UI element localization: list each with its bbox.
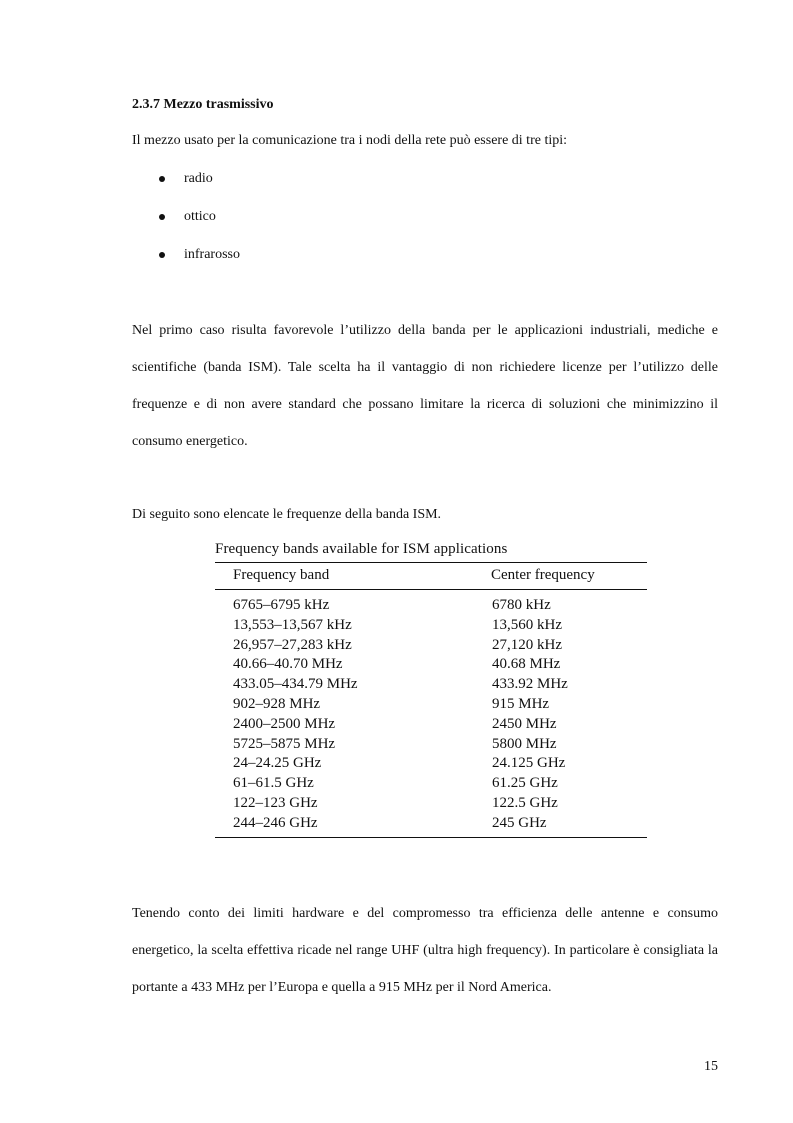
- column-header-frequency-band: Frequency band: [215, 563, 491, 590]
- cell-center-frequency: 61.25 GHz: [492, 775, 558, 792]
- column-header-center-frequency: Center frequency: [491, 563, 647, 590]
- cell-center-frequency: 122.5 GHz: [492, 794, 558, 811]
- cell-frequency-band: 24–24.25 GHz: [233, 755, 322, 772]
- cell-center-frequency: 40.68 MHz: [492, 656, 561, 673]
- cell-center-frequency: 2450 MHz: [492, 715, 557, 732]
- page-number: 15: [704, 1059, 718, 1074]
- table-row: [215, 814, 647, 837]
- cell-frequency-band: 26,957–27,283 kHz: [233, 636, 352, 653]
- table-row: [215, 675, 647, 695]
- body-paragraph-ism: Nel primo caso risulta favorevole l’utilizzo della banda per le applicazioni industriali, mediche e scientifiche (banda ISM). Tale scelta ha il vantaggio di non richiedere licenze per l’utilizzo delle frequenze e di non avere standard che possano limitare la ricerca di soluzioni che minimizzino il consumo energetico.: [132, 323, 718, 449]
- table-body: [215, 590, 647, 838]
- bullet-icon: [159, 176, 165, 182]
- cell-frequency-band: 433.05–434.79 MHz: [233, 676, 358, 693]
- table-title: Frequency bands available for ISM applications: [215, 541, 508, 557]
- cell-frequency-band: 61–61.5 GHz: [233, 775, 314, 792]
- table-row: [215, 695, 647, 715]
- table-row: [215, 636, 647, 656]
- list-item: [132, 207, 240, 245]
- ism-frequency-table: [215, 539, 647, 838]
- body-paragraph-list-intro: Di seguito sono elencate le frequenze della banda ISM.: [132, 507, 442, 522]
- intro-paragraph: Il mezzo usato per la comunicazione tra i nodi della rete può essere di tre tipi:: [132, 133, 567, 148]
- cell-frequency-band: 5725–5875 MHz: [233, 735, 336, 752]
- cell-frequency-band: 244–246 GHz: [215, 814, 491, 837]
- cell-frequency-band: 2400–2500 MHz: [233, 715, 336, 732]
- list-item-label: ottico: [184, 209, 216, 224]
- list-item: [132, 245, 240, 283]
- table-row: [215, 754, 647, 774]
- cell-frequency-band: 13,553–13,567 kHz: [233, 616, 352, 633]
- cell-frequency-band: 122–123 GHz: [233, 794, 318, 811]
- frequency-table: [215, 562, 647, 838]
- cell-center-frequency: 245 GHz: [491, 814, 647, 837]
- cell-frequency-band: 40.66–40.70 MHz: [233, 656, 343, 673]
- cell-center-frequency: 915 MHz: [492, 695, 550, 712]
- cell-center-frequency: 6780 kHz: [492, 597, 551, 613]
- section-heading: 2.3.7 Mezzo trasmissivo: [132, 97, 274, 112]
- body-paragraph-uhf: Tenendo conto dei limiti hardware e del compromesso tra efficienza delle antenne e consumo energetico, la scelta effettiva ricade nel range UHF (ultra high frequency). In particolare è consigliata la portante a 433 MHz per l’Europa e quella a 915 MHz per il Nord America.: [132, 906, 718, 995]
- list-item: [132, 169, 240, 207]
- list-item-label: radio: [184, 171, 213, 186]
- table-row: [215, 655, 647, 675]
- table-row: [215, 794, 647, 814]
- table-row: [215, 616, 647, 636]
- cell-center-frequency: 24.125 GHz: [492, 755, 566, 772]
- table-header-row: [215, 563, 647, 590]
- bullet-icon: [159, 214, 165, 220]
- table-row: [215, 774, 647, 794]
- cell-center-frequency: 13,560 kHz: [492, 616, 562, 633]
- cell-center-frequency: 5800 MHz: [492, 735, 557, 752]
- table-row: [215, 715, 647, 735]
- bullet-list: [132, 169, 240, 283]
- cell-frequency-band: 6765–6795 kHz: [233, 597, 330, 613]
- table-row: [215, 735, 647, 755]
- table-row: [215, 590, 647, 616]
- list-item-label: infrarosso: [184, 247, 240, 262]
- cell-center-frequency: 433.92 MHz: [492, 676, 568, 693]
- bullet-icon: [159, 252, 165, 258]
- cell-frequency-band: 902–928 MHz: [233, 695, 321, 712]
- cell-center-frequency: 27,120 kHz: [492, 636, 562, 653]
